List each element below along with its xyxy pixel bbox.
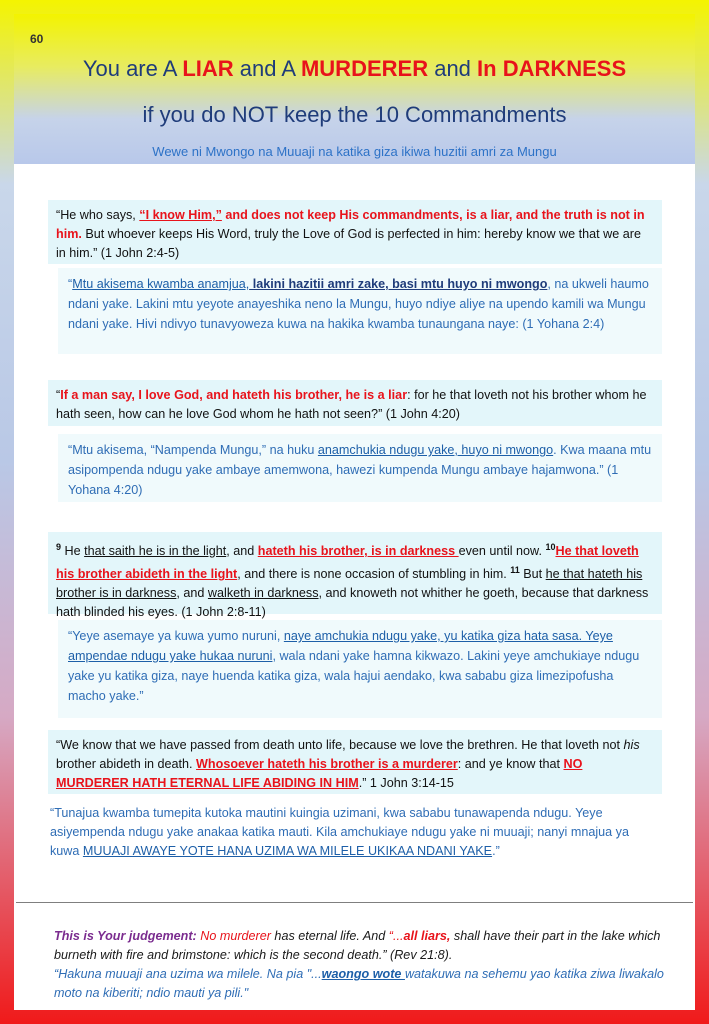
verse-number: 9	[56, 542, 62, 552]
verse-highlight: and does not keep His commandments, is a liar	[221, 208, 509, 222]
verse-highlight: hateth his brother, is in darkness	[257, 544, 459, 559]
verse-text: : for he that loveth not his brother whom he hath seen, how can he love God whom he hath not seen?” (1 John 4:20)	[56, 388, 647, 421]
header-banner	[14, 14, 695, 164]
judgement-paragraph	[54, 927, 674, 1003]
verse-text: brother abideth in death.	[56, 757, 197, 771]
verse-highlight: “I know Him,”	[139, 208, 222, 222]
verse-highlight: , and the truth is not in him.	[56, 208, 645, 241]
swahili-text: .”	[492, 844, 500, 858]
page-subtitle: if you do NOT keep the 10 Commandments	[142, 102, 567, 127]
verse-box-1john-2-4	[48, 200, 662, 264]
verse-text: , and there is none occasion of stumbling in him.	[237, 567, 511, 582]
swahili-text: , na ukweli haumo ndani yake. Lakini mtu yeyote anayeshika neno la Mungu, huyo ndiye aliye na upendo kamili wa Mungu ndani yake. Hivi ndivyo tunavyoweza kuwa na hakika kwamba tunaungana naye: (1 Yohana 2:4)	[68, 277, 649, 331]
verse-italic: his	[623, 738, 640, 752]
judgement-red: No murderer	[196, 929, 271, 943]
verse-underline: he that hateth his brother is in darkness	[56, 567, 643, 601]
verse-highlight: NO MURDERER HATH ETERNAL LIFE ABIDING IN HIM	[56, 757, 583, 790]
page	[14, 14, 695, 1010]
swahili-underline: MUUAJI AWAYE YOTE HANA UZIMA WA MILELE UKIKAA NDANI YAKE	[82, 844, 493, 858]
judgement-label: This is Your judgement:	[54, 929, 197, 943]
judgement-text: has eternal life. And	[270, 929, 389, 943]
verse-number: 11	[510, 565, 520, 576]
judgement-red: all liars,	[403, 929, 451, 943]
verse-text: “We know that we have passed from death unto life, because we love the brethren. He that loveth not	[56, 738, 624, 752]
judgement-red: “...	[388, 929, 404, 943]
title-text: and	[428, 56, 478, 81]
verse-text: “	[56, 388, 61, 402]
verse-text: He	[61, 544, 85, 559]
swahili-underline: anamchukia ndugu yake, huyo ni mwongo	[317, 443, 554, 457]
verse-underline: that saith he is in the light	[84, 544, 227, 559]
judgement-text: ” (Rev 21:8).	[382, 948, 453, 962]
swahili-text: . Kwa maana mtu asipompenda ndugu yake ambaye amemwona, hawezi kumpenda Mungu ambaye hajamwona.” (1 Yohana 4:20)	[68, 443, 652, 497]
swahili-underline: naye amchukia ndugu yake, yu katika giza hata sasa. Yeye ampendae ndugu yake hukaa nuruni	[68, 629, 613, 663]
verse-text: even until now.	[458, 544, 546, 559]
swahili-text: “Yeye asemaye ya kuwa yumo nuruni,	[68, 629, 284, 643]
swahili-subtitle: Wewe ni Mwongo na Muuaji na katika giza ikiwa huzitii amri za Mungu	[152, 144, 557, 159]
page-title	[14, 56, 695, 82]
verse-highlight: Whosoever hateth his brother is a murderer	[196, 757, 458, 771]
verse-text: : and ye know that	[457, 757, 564, 771]
swahili-text: “Tunajua kwamba tumepita kutoka mautini kuingia uzimani, kwa sababu tunawapenda ndugu. Yeye asiyempenda ndugu yake anakaa katika mauti. Kila amchukiaye ndugu yake ni muuaji; nanyi mnajua ya kuwa	[50, 806, 629, 858]
judgement-swahili: “Hakuna muuaji ana uzima wa milele. Na pia "...	[54, 967, 322, 981]
page-number: 60	[30, 32, 44, 46]
verse-text: , and	[176, 586, 208, 601]
swahili-underline: Mtu akisema kwamba anamjua,	[72, 277, 250, 291]
verse-text: But whoever keeps His Word, truly the Love of God is perfected in him: hereby know we that we are in him.” (1 John 2:4-5)	[56, 227, 641, 260]
title-text: You are A	[82, 56, 183, 81]
verse-underline: walketh in darkness	[207, 586, 319, 601]
swahili-text: , wala ndani yake hamna kikwazo. Lakini yeye amchukiaye ndugu yake yu katika giza, naye huenda katika giza, wala hajui aendako, kwa sababu giza limezipofusha macho yake.”	[68, 649, 640, 703]
verse-text: , and	[226, 544, 258, 559]
swahili-box-1yohana-2-4	[58, 268, 662, 354]
verse-text: , and knoweth not whither he goeth, because that darkness hath blinded his eyes. (1 John 2:8-11)	[56, 586, 649, 620]
swahili-text: “	[68, 277, 73, 291]
verse-text: But	[519, 567, 546, 582]
verse-text: .” 1 John 3:14-15	[358, 776, 454, 790]
verse-text: “He who says,	[56, 208, 140, 222]
title-text: and A	[233, 56, 301, 81]
title-murderer: MURDERER	[300, 56, 429, 81]
verse-highlight: He that loveth his brother abideth in the light	[56, 544, 639, 582]
title-darkness: In DARKNESS	[477, 56, 627, 81]
judgement-swahili: watakuwa na sehemu yao katika ziwa liwakalo moto na kiberiti; ndio mauti ya pili."	[54, 967, 664, 1000]
judgement-text: shall have their part in the lake which burneth with fire and brimstone: which is the second death.	[54, 929, 661, 962]
title-liar: LIAR	[182, 56, 234, 81]
divider	[16, 902, 693, 903]
verse-box-1john-2-8-11	[48, 532, 662, 620]
swahili-highlight: lakini hazitii amri zake, basi mtu huyo ni mwongo	[249, 277, 548, 291]
swahili-box-yohana-2-8-11	[58, 620, 662, 718]
verse-box-1john-3-14	[48, 730, 662, 794]
swahili-text: “Mtu akisema, “Nampenda Mungu,” na huku	[68, 443, 318, 457]
verse-number: 10	[545, 542, 556, 552]
swahili-box-1yohana-4-20	[58, 434, 662, 502]
swahili-box-yohana-3-14	[44, 804, 662, 884]
verse-box-1john-4-20	[48, 380, 662, 426]
verse-highlight: If a man say, I love God, and hateth his brother, he is a liar	[60, 388, 408, 402]
judgement-swahili-highlight: waongo wote	[321, 967, 405, 981]
